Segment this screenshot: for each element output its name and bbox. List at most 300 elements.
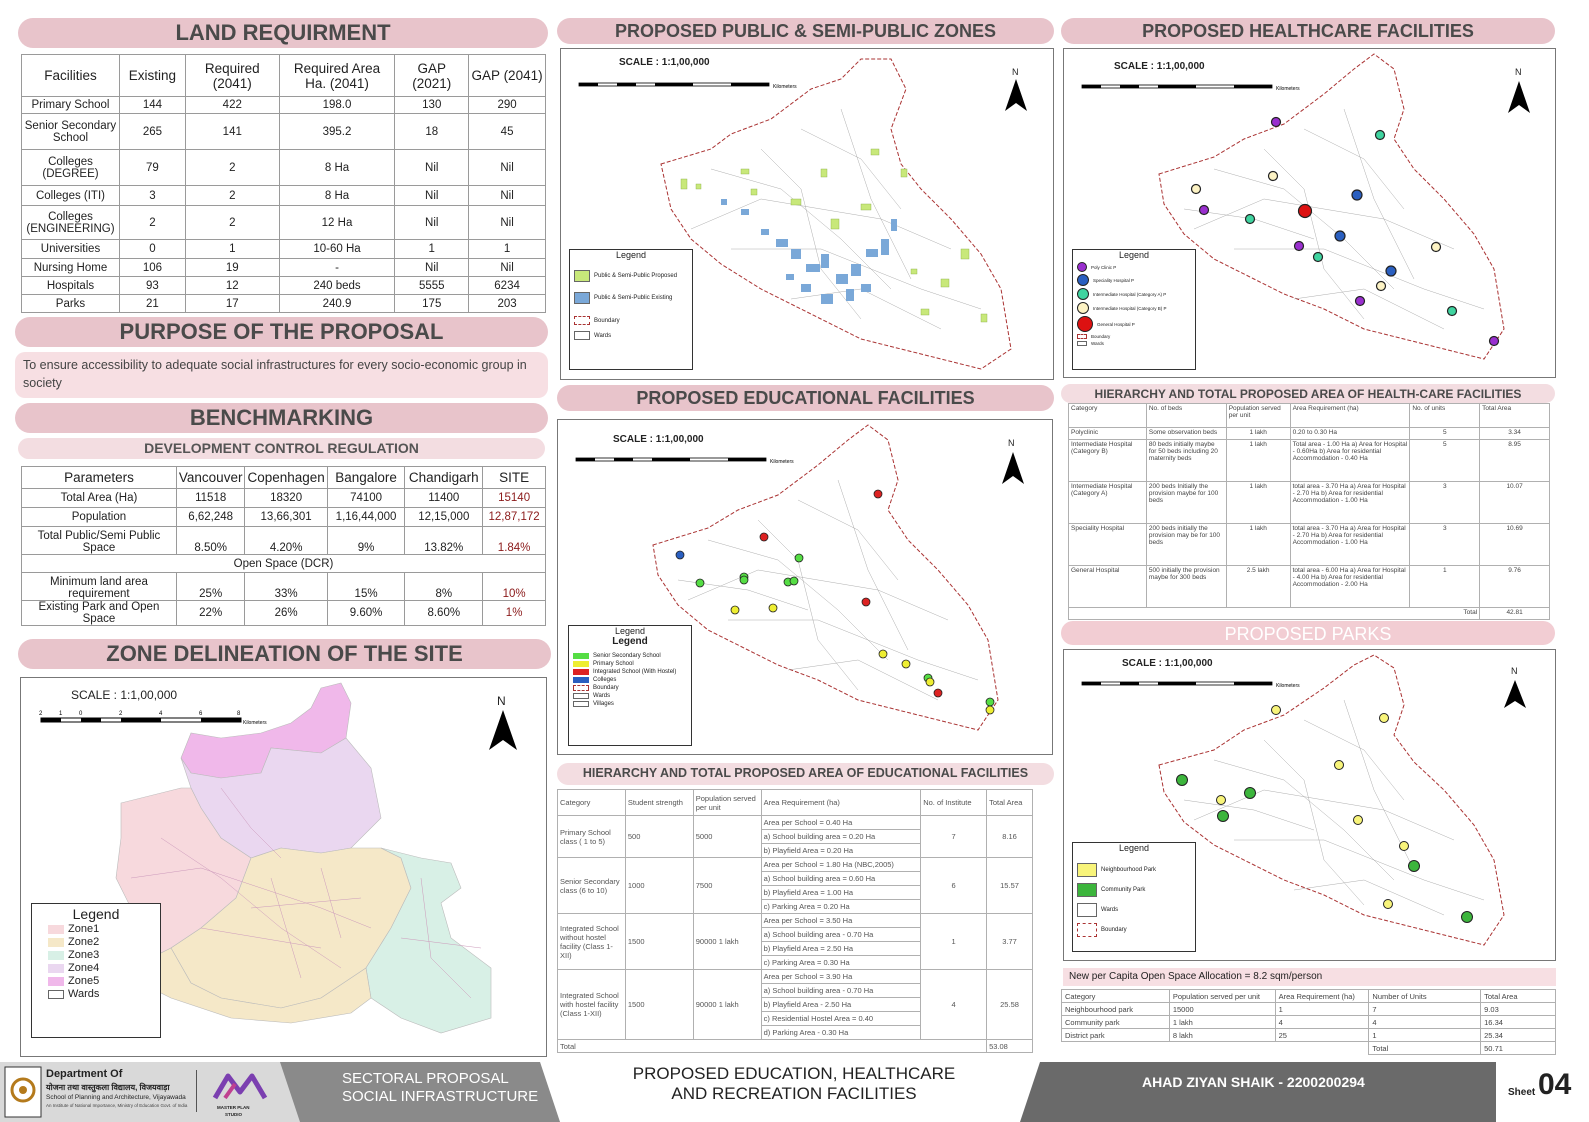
bench-header: Bangalore <box>327 467 405 489</box>
legend-item <box>1077 262 1191 272</box>
land-cell: 175 <box>395 295 469 313</box>
public-title: PROPOSED PUBLIC & SEMI-PUBLIC ZONES <box>557 18 1054 44</box>
edu-cell: d) Parking Area - 0.30 Ha <box>761 1026 921 1040</box>
zone-title: ZONE DELINEATION OF THE SITE <box>18 639 551 669</box>
edu-header: Population served per unit <box>693 790 761 816</box>
parks-legend <box>1072 842 1196 952</box>
edu-total-value: 53.08 <box>987 1040 1033 1053</box>
legend-item <box>574 292 688 304</box>
legend-swatch <box>48 938 64 947</box>
edu-cell: Area per School = 3.90 Ha <box>761 970 921 984</box>
parks-cell: District park <box>1062 1029 1170 1042</box>
bench-header: Chandigarh <box>405 467 483 489</box>
legend-item <box>1077 334 1191 339</box>
land-title: LAND REQUIRMENT <box>18 18 548 48</box>
edu-cell: a) School building area - 0.70 Ha <box>761 984 921 998</box>
svg-text:Kilometers: Kilometers <box>243 720 267 726</box>
parks-cell: 25 <box>1275 1029 1369 1042</box>
edu-total-label: Total <box>558 1040 987 1053</box>
legend-swatch <box>1077 334 1087 339</box>
legend-swatch <box>1077 903 1097 917</box>
health-cell: General Hospital <box>1069 566 1147 608</box>
legend-swatch <box>1077 341 1087 346</box>
health-cell: total area - 3.70 Ha a) Area for Hospital - 2.70 Ha b) Area for residential Accommodation - 1.00 Ha <box>1290 524 1410 566</box>
dept-hindi: योजना तथा वास्तुकला विद्यालय, विजयवाड़ा <box>46 1083 170 1092</box>
edu-header: No. of Institute <box>921 790 987 816</box>
edu-header: Student strength <box>625 790 693 816</box>
legend-item <box>1077 883 1191 897</box>
parks-title: PROPOSED PARKS <box>1061 621 1555 645</box>
edu-cell: 15.57 <box>987 858 1033 914</box>
sheet-number: 04 <box>1538 1068 1572 1101</box>
land-cell: 12 <box>185 277 279 295</box>
legend-dot <box>1077 302 1089 314</box>
land-cell: 79 <box>119 150 185 186</box>
land-cell: 17 <box>185 295 279 313</box>
legend-label: Speciality Hospital P <box>1093 277 1135 283</box>
bench-cell: 33% <box>245 573 327 601</box>
legend-swatch <box>574 316 590 325</box>
health-cell: 9.76 <box>1480 566 1550 608</box>
health-header: No. of units <box>1410 404 1480 428</box>
dept-label: Department Of <box>46 1068 123 1080</box>
legend-item <box>574 331 688 340</box>
legend-swatch <box>573 693 589 699</box>
land-cell: 6234 <box>469 277 546 295</box>
legend-title: Legend <box>1118 250 1150 260</box>
health-cell: Polyclinic <box>1069 428 1147 440</box>
svg-text:8: 8 <box>237 711 241 717</box>
land-cell: Primary School <box>22 97 120 114</box>
legend-swatch <box>1077 923 1097 937</box>
bench-site-cell: 1% <box>483 601 546 626</box>
bench-header: SITE <box>483 467 546 489</box>
legend-label: Wards <box>68 988 100 1000</box>
legend-label: Wards <box>1101 907 1119 913</box>
legend-swatch <box>48 951 64 960</box>
legend-title: Legend <box>72 906 120 922</box>
legend-item <box>1077 863 1191 877</box>
land-cell: Nursing Home <box>22 259 120 277</box>
legend-label: General Hospital P <box>1097 321 1135 327</box>
legend-title: Legend <box>1118 843 1150 853</box>
legend-item <box>1077 903 1191 917</box>
parks-cell: 1 <box>1275 1003 1369 1016</box>
health-cell: 80 beds initially maybe for 50 beds including 20 maternity beds <box>1146 440 1226 482</box>
health-cell: 5 <box>1410 440 1480 482</box>
north-label: N <box>497 694 506 708</box>
health-total-label: Total <box>1069 608 1480 620</box>
health-cell: 200 beds Initially the provision maybe for 100 beds <box>1146 482 1226 524</box>
parks-map <box>1063 649 1556 961</box>
land-cell: 240.9 <box>279 295 395 313</box>
bench-cell: 11518 <box>176 489 245 508</box>
land-header: GAP (2021) <box>395 55 469 97</box>
health-header: Total Area <box>1480 404 1550 428</box>
legend-title-secondary: Legend <box>612 636 648 647</box>
bench-cell: 15% <box>327 573 405 601</box>
footer-divider <box>196 1070 197 1112</box>
health-map <box>1063 48 1556 378</box>
edu-cell: 6 <box>921 858 987 914</box>
health-title: PROPOSED HEALTHCARE FACILITIES <box>1061 18 1555 44</box>
legend-label: Intermediate Hospital (Category B) P <box>1093 305 1167 311</box>
legend-item <box>1077 923 1191 937</box>
health-cell: total area - 6.00 Ha a) Area for Hospital - 4.00 Ha b) Area for residential Accommodation - 2.00 Ha <box>1290 566 1410 608</box>
legend-swatch <box>574 270 590 282</box>
edu-cell: b) Playfield Area = 1.00 Ha <box>761 886 921 900</box>
edu-cell: 3.77 <box>987 914 1033 970</box>
bench-cell: 1,16,44,000 <box>327 508 405 527</box>
land-cell: 12 Ha <box>279 206 395 240</box>
legend-swatch <box>573 685 589 691</box>
health-table <box>1068 403 1550 620</box>
edu-cell: a) School building area = 0.20 Ha <box>761 830 921 844</box>
svg-text:Kilometers: Kilometers <box>1276 86 1300 92</box>
svg-text:Kilometers: Kilometers <box>770 459 794 465</box>
edu-header: Category <box>558 790 626 816</box>
legend-label: Public & Semi-Public Existing <box>594 295 673 301</box>
health-cell: 3 <box>1410 482 1480 524</box>
parks-cell: 4 <box>1275 1016 1369 1029</box>
legend-item <box>573 669 687 675</box>
land-cell: 2 <box>119 206 185 240</box>
land-cell: 2 <box>185 206 279 240</box>
land-cell: 8 Ha <box>279 186 395 206</box>
land-cell: Nil <box>395 186 469 206</box>
legend-dot <box>1077 316 1093 332</box>
legend-label: Public & Semi-Public Proposed <box>594 273 678 279</box>
svg-text:0: 0 <box>79 711 83 717</box>
edu-cell: b) Playfield Area - 2.50 Ha <box>761 998 921 1012</box>
sheet-title-line-2: AND RECREATION FACILITIES <box>671 1084 917 1103</box>
land-header: Required Area Ha. (2041) <box>279 55 395 97</box>
bench-site-cell: 12,87,172 <box>483 508 546 527</box>
parks-cell: Neighbourhood park <box>1062 1003 1170 1016</box>
parks-cell: Community park <box>1062 1016 1170 1029</box>
land-cell: Nil <box>469 206 546 240</box>
parks-total-label: Total <box>1369 1042 1481 1055</box>
legend-label: Integrated School (With Hostel) <box>593 669 677 675</box>
land-cell: 2 <box>185 186 279 206</box>
legend-item <box>1077 288 1191 300</box>
health-cell: 3 <box>1410 524 1480 566</box>
health-cell: 5 <box>1410 428 1480 440</box>
bench-cell: Minimum land area requirement <box>22 573 177 601</box>
legend-label: Primary School <box>593 661 634 667</box>
parks-total-value: 50.71 <box>1481 1042 1556 1055</box>
health-cell: 0.20 to 0.30 Ha <box>1290 428 1410 440</box>
legend-swatch <box>48 925 64 934</box>
land-cell: Senior Secondary School <box>22 114 120 150</box>
edu-map <box>557 419 1053 755</box>
health-cell: Intermediate Hospital (Category B) <box>1069 440 1147 482</box>
legend-dot <box>1077 274 1089 286</box>
parks-cell: 8 lakh <box>1169 1029 1275 1042</box>
edu-legend <box>568 625 692 746</box>
bench-cell: 13.82% <box>405 527 483 555</box>
health-cell: total area - 3.70 Ha a) Area for Hospital - 2.70 Ha b) Area for residential Accommodation - 1.00 Ha <box>1290 482 1410 524</box>
bench-cell: Total Public/Semi Public Space <box>22 527 177 555</box>
legend-label: Wards <box>1091 341 1104 346</box>
author-label: AHAD ZIYAN SHAIK - 2200200294 <box>1142 1074 1365 1090</box>
legend-label: Senior Secondary School <box>593 653 661 659</box>
edu-cell: Integrated School without hostel facility (Class 1-XII) <box>558 914 626 970</box>
bench-cell: 8.60% <box>405 601 483 626</box>
legend-label: Zone4 <box>68 962 100 974</box>
land-cell: 10-60 Ha <box>279 240 395 259</box>
legend-dot <box>1077 288 1089 300</box>
edu-cell: 1000 <box>625 858 693 914</box>
edu-cell: 8.16 <box>987 816 1033 858</box>
legend-item <box>573 701 687 707</box>
land-cell: 198.0 <box>279 97 395 114</box>
edu-cell: 1500 <box>625 914 693 970</box>
edu-cell: 1 <box>921 914 987 970</box>
bench-cell: 11400 <box>405 489 483 508</box>
edu-table-title: HIERARCHY AND TOTAL PROPOSED AREA OF EDUCATIONAL FACILITIES <box>557 763 1054 785</box>
land-cell: 8 Ha <box>279 150 395 186</box>
bench-cell: Total Area (Ha) <box>22 489 177 508</box>
legend-swatch <box>574 292 590 304</box>
legend-swatch <box>1077 863 1097 877</box>
parks-cell: 1 lakh <box>1169 1016 1275 1029</box>
land-cell: Nil <box>469 150 546 186</box>
parks-header: Population served per unit <box>1169 990 1275 1003</box>
north-label: N <box>1008 438 1015 448</box>
public-legend <box>569 249 693 370</box>
legend-dot <box>1077 262 1087 272</box>
dcr-subtitle: DEVELOPMENT CONTROL REGULATION <box>18 438 545 459</box>
edu-cell: 5000 <box>693 816 761 858</box>
land-cell: Nil <box>469 186 546 206</box>
land-cell: Colleges (ITI) <box>22 186 120 206</box>
legend-item <box>1077 274 1191 286</box>
parks-cell: 9.03 <box>1481 1003 1556 1016</box>
legend-item <box>48 923 144 935</box>
legend-swatch <box>574 331 590 340</box>
studio-label: MASTER PLAN <box>217 1105 250 1110</box>
scale-label: SCALE : 1:1,00,000 <box>613 434 704 445</box>
bench-cell: 8% <box>405 573 483 601</box>
land-cell: Nil <box>395 150 469 186</box>
purpose-title: PURPOSE OF THE PROPOSAL <box>15 317 548 347</box>
land-header: GAP (2041) <box>469 55 546 97</box>
land-cell: Universities <box>22 240 120 259</box>
edu-header: Total Area <box>987 790 1033 816</box>
parks-cell: 15000 <box>1169 1003 1275 1016</box>
benchmarking-title: BENCHMARKING <box>15 403 548 433</box>
edu-cell: Area per School = 1.80 Ha (NBC,2005) <box>761 858 921 872</box>
edu-title: PROPOSED EDUCATIONAL FACILITIES <box>557 385 1054 411</box>
health-cell: 1 lakh <box>1226 428 1290 440</box>
legend-label: Intermediate Hospital (Category A) P <box>1093 291 1167 297</box>
health-cell: Intermediate Hospital (Category A) <box>1069 482 1147 524</box>
bench-cell: 12,15,000 <box>405 508 483 527</box>
edu-cell: 4 <box>921 970 987 1040</box>
parks-table <box>1061 989 1556 1055</box>
land-cell: Parks <box>22 295 120 313</box>
land-cell: 1 <box>469 240 546 259</box>
health-cell: 1 lakh <box>1226 440 1290 482</box>
land-cell: 2 <box>185 150 279 186</box>
health-cell: 3.34 <box>1480 428 1550 440</box>
legend-item <box>573 685 687 691</box>
land-cell: 106 <box>119 259 185 277</box>
legend-swatch <box>48 990 64 999</box>
parks-cell: 16.34 <box>1481 1016 1556 1029</box>
bench-header: Vancouver <box>176 467 245 489</box>
legend-item <box>574 316 688 325</box>
legend-swatch <box>573 661 589 667</box>
public-map <box>560 48 1054 380</box>
bench-cell: 22% <box>176 601 245 626</box>
svg-text:Kilometers: Kilometers <box>773 84 797 90</box>
institute-logo-icon <box>4 1066 42 1118</box>
legend-label: Zone5 <box>68 975 100 987</box>
legend-label: Boundary <box>593 685 619 691</box>
edu-cell: c) Parking Area = 0.20 Ha <box>761 900 921 914</box>
legend-label: Poly Clinic P <box>1091 264 1117 270</box>
legend-swatch <box>48 964 64 973</box>
bench-cell: 6,62,248 <box>176 508 245 527</box>
health-cell: 200 beds initially the provision may be for 100 beds <box>1146 524 1226 566</box>
edu-cell: Integrated School with hostel facility (Class 1-XII) <box>558 970 626 1040</box>
legend-label: Villages <box>593 701 614 707</box>
parks-cell: 1 <box>1369 1029 1481 1042</box>
legend-swatch <box>573 701 589 707</box>
parks-cell: 25.34 <box>1481 1029 1556 1042</box>
land-header: Facilities <box>22 55 120 97</box>
land-cell: 144 <box>119 97 185 114</box>
bench-cell: 74100 <box>327 489 405 508</box>
parks-header: Number of Units <box>1369 990 1481 1003</box>
health-header: Population served per unit <box>1226 404 1290 428</box>
legend-label: Boundary <box>1101 927 1127 933</box>
legend-item <box>573 677 687 683</box>
sectoral-line-2: SOCIAL INFRASTRUCTURE <box>342 1088 539 1105</box>
school-sub: An Institute of National Importance, Ministry of Education Govt. of India <box>46 1103 188 1108</box>
scale-label: SCALE : 1:1,00,000 <box>71 688 178 702</box>
svg-text:6: 6 <box>199 711 203 717</box>
edu-cell: Area per School = 0.40 Ha <box>761 816 921 830</box>
edu-cell: 90000 1 lakh <box>693 970 761 1040</box>
legend-label: Wards <box>593 693 611 699</box>
land-cell: Nil <box>469 259 546 277</box>
bench-cell: 4.20% <box>245 527 327 555</box>
legend-label: Boundary <box>1091 334 1111 339</box>
studio-label-2: STUDIO <box>225 1112 243 1117</box>
health-cell: Total area - 1.00 Ha a) Area for Hospital - 0.60Ha b) Area for residential Accommodation - 0.40 Ha <box>1290 440 1410 482</box>
sheet-title-line-1: PROPOSED EDUCATION, HEALTHCARE <box>632 1064 956 1083</box>
bench-cell: 8.50% <box>176 527 245 555</box>
legend-item <box>1077 302 1191 314</box>
land-cell: 45 <box>469 114 546 150</box>
north-label: N <box>1012 67 1019 77</box>
bench-cell: 9.60% <box>327 601 405 626</box>
legend-swatch <box>573 653 589 659</box>
land-cell: 290 <box>469 97 546 114</box>
edu-cell: 90000 1 lakh <box>693 914 761 970</box>
health-table-title: HIERARCHY AND TOTAL PROPOSED AREA OF HEALTH-CARE FACILITIES <box>1061 384 1555 403</box>
legend-swatch <box>1077 883 1097 897</box>
land-cell: 18 <box>395 114 469 150</box>
svg-text:4: 4 <box>159 711 163 717</box>
open-space-note: New per Capita Open Space Allocation = 8.2 sqm/person <box>1063 968 1556 986</box>
health-cell: Speciality Hospital <box>1069 524 1147 566</box>
land-cell: 203 <box>469 295 546 313</box>
land-cell: Hospitals <box>22 277 120 295</box>
benchmark-table <box>21 466 546 626</box>
edu-cell: a) School building area - 0.70 Ha <box>761 928 921 942</box>
scale-label: SCALE : 1:1,00,000 <box>1122 658 1213 669</box>
parks-cell: 4 <box>1369 1016 1481 1029</box>
svg-text:2: 2 <box>119 711 123 717</box>
legend-label: Zone1 <box>68 923 100 935</box>
legend-item <box>573 653 687 659</box>
footer <box>0 1062 1589 1122</box>
legend-label: Wards <box>594 332 612 339</box>
health-header: No. of beds <box>1146 404 1226 428</box>
land-cell: - <box>279 259 395 277</box>
edu-cell: 1500 <box>625 970 693 1040</box>
svg-text:1: 1 <box>59 711 63 717</box>
legend-item <box>48 962 144 974</box>
parks-empty <box>1062 1042 1369 1055</box>
bench-site-cell: 15140 <box>483 489 546 508</box>
svg-text:Kilometers: Kilometers <box>1276 683 1300 689</box>
zone-legend <box>31 903 161 1038</box>
bench-header: Copenhagen <box>245 467 327 489</box>
health-cell: 1 <box>1410 566 1480 608</box>
health-header: Category <box>1069 404 1147 428</box>
health-cell: 8.95 <box>1480 440 1550 482</box>
bench-cell: 13,66,301 <box>245 508 327 527</box>
bench-cell: Existing Park and Open Space <box>22 601 177 626</box>
open-space-label: Open Space (DCR) <box>22 555 546 573</box>
legend-swatch <box>573 669 589 675</box>
legend-item <box>48 975 144 987</box>
edu-cell: 25.58 <box>987 970 1033 1040</box>
edu-cell: 7 <box>921 816 987 858</box>
bench-header: Parameters <box>22 467 177 489</box>
legend-label: Zone2 <box>68 936 100 948</box>
land-cell: 240 beds <box>279 277 395 295</box>
bench-cell: 18320 <box>245 489 327 508</box>
land-cell: 93 <box>119 277 185 295</box>
edu-cell: b) Playfield Area = 2.50 Ha <box>761 942 921 956</box>
land-header: Required (2041) <box>185 55 279 97</box>
edu-cell: Senior Secondary class (6 to 10) <box>558 858 626 914</box>
edu-cell: a) School building area = 0.60 Ha <box>761 872 921 886</box>
scale-label: SCALE : 1:1,00,000 <box>619 57 710 68</box>
svg-text:2: 2 <box>39 711 43 717</box>
legend-swatch <box>573 677 589 683</box>
legend-item <box>1077 316 1191 332</box>
north-label: N <box>1511 666 1518 676</box>
parks-cell: 7 <box>1369 1003 1481 1016</box>
land-header: Existing <box>119 55 185 97</box>
sectoral-line-1: SECTORAL PROPOSAL <box>342 1070 509 1087</box>
land-cell: Colleges (DEGREE) <box>22 150 120 186</box>
edu-cell: c) Residential Hostel Area = 0.40 <box>761 1012 921 1026</box>
edu-cell: 500 <box>625 816 693 858</box>
edu-cell: b) Playfield Area = 0.20 Ha <box>761 844 921 858</box>
purpose-text: To ensure accessibility to adequate social infrastructures for every socio-economic group in society <box>15 352 548 398</box>
land-cell: Colleges (ENGINEERING) <box>22 206 120 240</box>
health-cell: 500 initially the provision maybe for 300 beds <box>1146 566 1226 608</box>
legend-swatch <box>48 977 64 986</box>
